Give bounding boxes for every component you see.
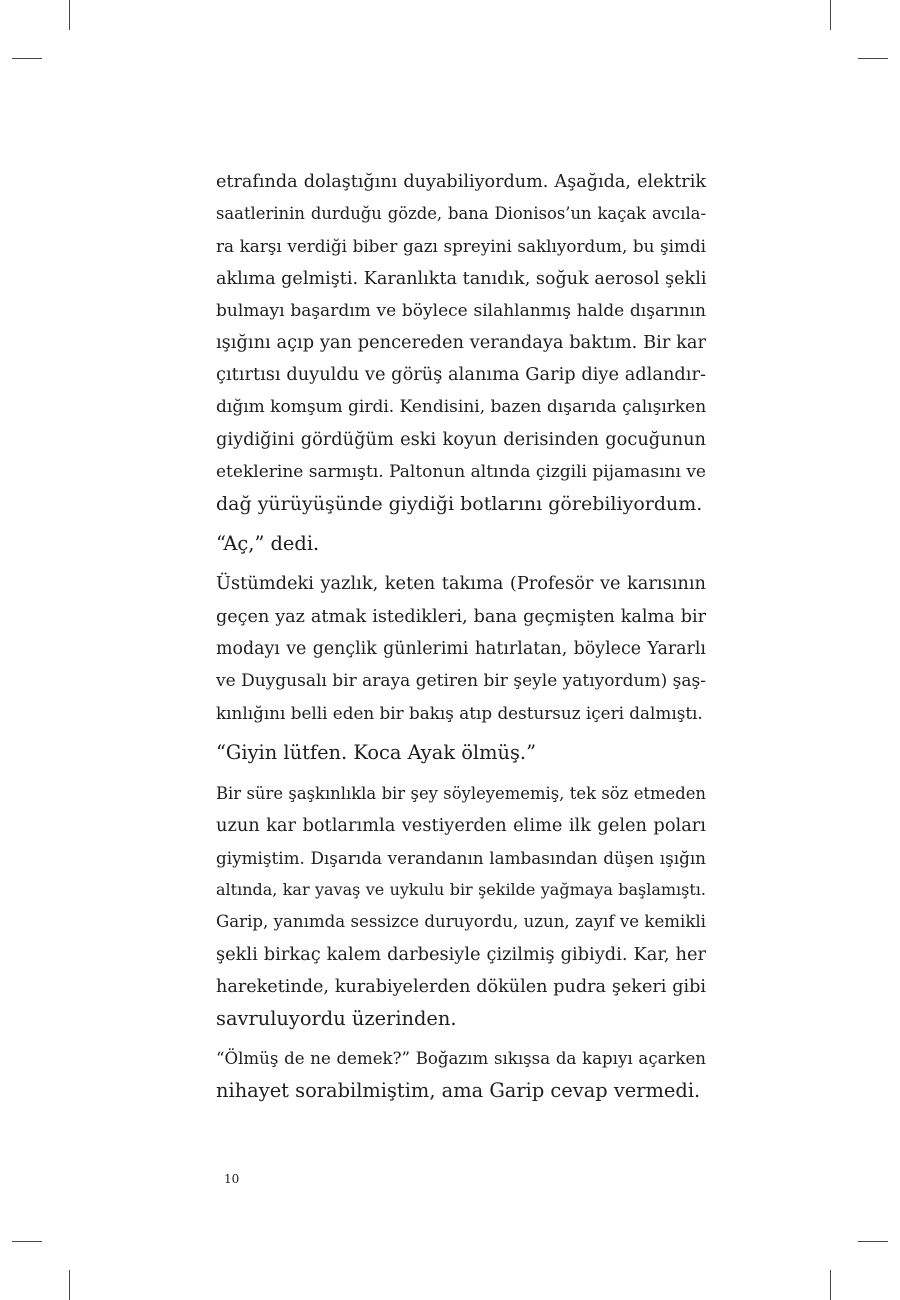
text-line: “Aç,” dedi. [216, 532, 320, 556]
text-line: Üstümdeki yazlık, keten takıma (Profesör ve karısının [216, 573, 706, 595]
text-line: Garip, yanımda sessizce duruyordu, uzun, zayıf ve kemikli [216, 912, 706, 932]
text-line: geçen yaz atmak istedikleri, bana geçmişten kalma bir [216, 606, 706, 627]
crop-mark-bottom-right-horizontal [858, 1241, 888, 1242]
text-line: uzun kar botlarımla vestiyerden elime ilk gelen poları [216, 814, 706, 836]
body-text [216, 166, 706, 1116]
text-line: ve Duygusalı bir araya getiren bir şeyle yatıyordum) şaş- [216, 671, 706, 692]
text-line: bulmayı başardım ve böylece silahlanmış halde dışarının [216, 300, 706, 321]
text-line: şekli birkaç kalem darbesiyle çizilmiş gibiydi. Kar, her [216, 943, 706, 965]
crop-mark-bottom-right-vertical [830, 1270, 831, 1300]
text-line: dığım komşum girdi. Kendisini, bazen dışarıda çalışırken [216, 397, 707, 418]
text-line: giymiştim. Dışarıda verandanın lambasından düşen ışığın [216, 848, 706, 869]
text-line: hareketinde, kurabiyelerden dökülen pudra şekeri gibi [216, 976, 706, 997]
paragraph [216, 778, 706, 1036]
text-line: giydiğini gördüğüm eski koyun derisinden gocuğunun [216, 428, 706, 450]
text-line: ra karşı verdiği biber gazı spreyini saklıyordum, bu şimdi [216, 236, 706, 257]
paragraph [216, 568, 706, 729]
crop-mark-top-left-horizontal [12, 58, 42, 59]
text-line: kınlığını belli eden bir bakış atıp destursuz içeri dalmıştı. [216, 703, 703, 724]
text-line: “Ölmüş de ne demek?” Boğazım sıkışsa da kapıyı açarken [216, 1049, 706, 1069]
text-line: nihayet sorabilmiştim, ama Garip cevap vermedi. [216, 1079, 701, 1103]
text-line: “Giyin lütfen. Koca Ayak ölmüş.” [216, 741, 537, 765]
crop-mark-top-right-horizontal [858, 58, 888, 59]
text-line: eteklerine sarmıştı. Paltonun altında çizgili pijamasını ve [216, 461, 706, 482]
text-line: modayı ve gençlik günlerimi hatırlatan, böylece Yararlı [216, 638, 706, 659]
text-line: aklıma gelmişti. Karanlıkta tanıdık, soğuk aerosol şekli [216, 268, 707, 289]
text-line: Bir süre şaşkınlıkla bir şey söyleyememiş, tek söz etmeden [216, 783, 706, 803]
crop-mark-bottom-left-horizontal [12, 1241, 42, 1242]
page-number: 10 [224, 1172, 240, 1186]
text-line: etrafında dolaştığını duyabiliyordum. Aşağıda, elektrik [216, 172, 706, 192]
paragraph [216, 166, 706, 520]
paragraph [216, 528, 706, 560]
crop-mark-top-right-vertical [830, 0, 831, 30]
paragraph [216, 1043, 706, 1107]
text-line: dağ yürüyüşünde giydiği botlarını görebiliyordum. [216, 493, 703, 516]
text-line: saatlerinin durduğu gözde, bana Dionisos’un kaçak avcıla- [216, 204, 706, 224]
text-line: altında, kar yavaş ve uykulu bir şekilde yağmaya başlamıştı. [216, 880, 706, 900]
paragraph [216, 737, 706, 769]
crop-mark-bottom-left-vertical [69, 1270, 70, 1300]
crop-mark-top-left-vertical [69, 0, 70, 30]
text-line: savruluyordu üzerinden. [216, 1007, 457, 1031]
text-line: ışığını açıp yan pencereden verandaya baktım. Bir kar [216, 332, 706, 354]
text-line: çıtırtısı duyuldu ve görüş alanıma Garip diye adlandır- [216, 364, 706, 386]
